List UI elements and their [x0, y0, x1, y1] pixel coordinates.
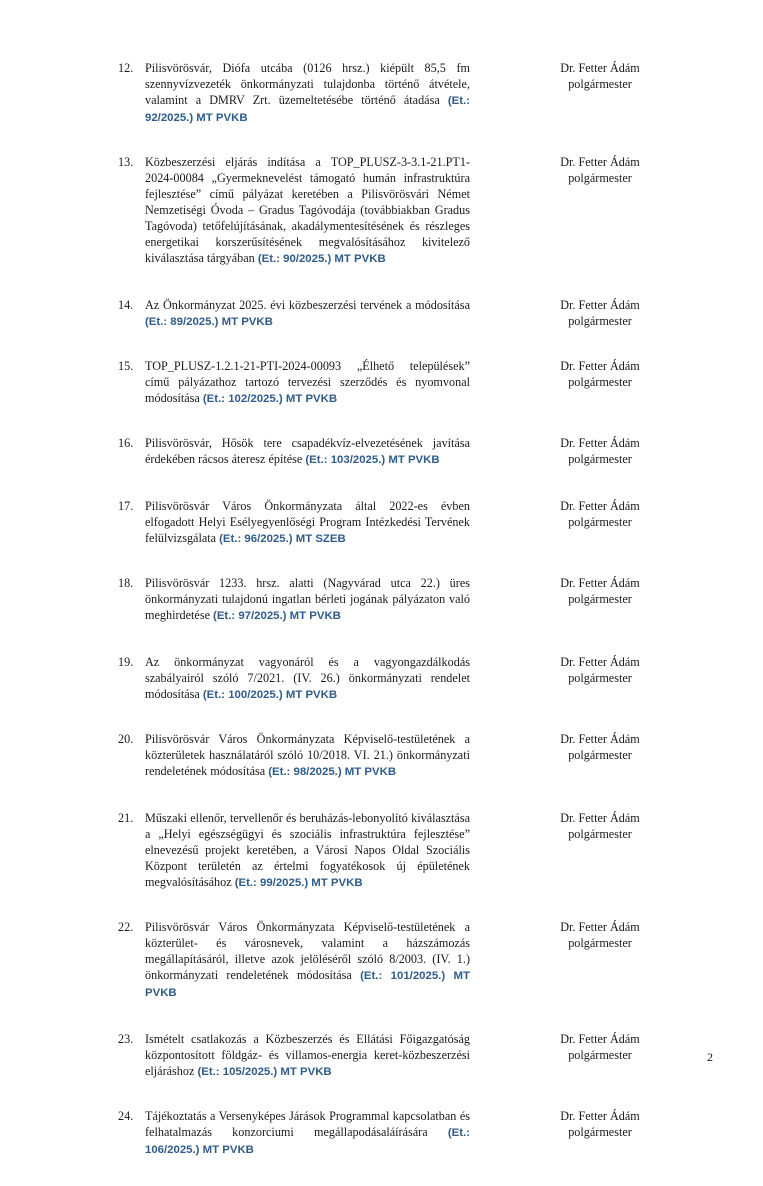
responsible-name: Dr. Fetter Ádám	[560, 1032, 640, 1046]
agenda-item-responsible	[530, 1031, 670, 1063]
responsible-role: polgármester	[568, 375, 632, 389]
agenda-item-body	[118, 1108, 470, 1158]
agenda-item	[118, 154, 678, 267]
agenda-item-title: Az önkormányzat vagyonáról és a vagyongazdálkodás szabályairól szóló 7/2021. (IV. 26.) önkormányzati rendelet módosítása	[145, 655, 470, 701]
agenda-item-body	[118, 654, 470, 703]
agenda-item-text	[145, 1108, 470, 1158]
agenda-item	[118, 435, 678, 468]
responsible-name: Dr. Fetter Ádám	[560, 576, 640, 590]
agenda-item	[118, 498, 678, 547]
agenda-item-number: 22.	[118, 920, 134, 934]
responsible-role: polgármester	[568, 592, 632, 606]
agenda-item-reference: (Et.: 101/2025.) MT PVKB	[145, 970, 470, 999]
agenda-list	[118, 60, 678, 1186]
agenda-item-title: Pilisvörösvár Város Önkormányzata Képviselő-testületének a közterület- és városnevek, valamint a házszámozás megállapításáról, illetve azok jelöléséről szóló 8/2003. (IV. 1.) önkormányzati rendeletének módosítása	[145, 920, 470, 982]
agenda-item-text	[145, 731, 470, 780]
responsible-name: Dr. Fetter Ádám	[560, 499, 640, 513]
agenda-item-title: Pilisvörösvár Város Önkormányzata által 2022-es évben elfogadott Helyi Esélyegyenlőségi Program Intézkedési Tervének felülvizsgálata	[145, 499, 470, 545]
agenda-item	[118, 60, 678, 126]
agenda-item-text	[145, 297, 470, 330]
agenda-item-text	[145, 919, 470, 1001]
responsible-role: polgármester	[568, 515, 632, 529]
agenda-item-number: 19.	[118, 655, 134, 669]
agenda-item-reference: (Et.: 90/2025.) MT PVKB	[257, 253, 386, 265]
agenda-item-responsible	[530, 435, 670, 467]
responsible-name: Dr. Fetter Ádám	[560, 811, 640, 825]
agenda-item-number: 24.	[118, 1109, 134, 1123]
agenda-item-number: 13.	[118, 155, 134, 169]
responsible-role: polgármester	[568, 77, 632, 91]
agenda-item-reference: (Et.: 102/2025.) MT PVKB	[202, 393, 338, 405]
responsible-role: polgármester	[568, 671, 632, 685]
agenda-item-number: 16.	[118, 436, 134, 450]
responsible-role: polgármester	[568, 452, 632, 466]
agenda-item-responsible	[530, 297, 670, 329]
agenda-item-responsible	[530, 731, 670, 763]
agenda-item-reference: (Et.: 92/2025.) MT PVKB	[145, 95, 470, 124]
responsible-name: Dr. Fetter Ádám	[560, 155, 640, 169]
agenda-item-responsible	[530, 810, 670, 842]
agenda-item-responsible	[530, 575, 670, 607]
agenda-item-text	[145, 1031, 470, 1080]
agenda-item-body	[118, 1031, 470, 1080]
agenda-item	[118, 654, 678, 703]
responsible-name: Dr. Fetter Ádám	[560, 436, 640, 450]
agenda-item-reference: (Et.: 103/2025.) MT PVKB	[305, 454, 440, 466]
agenda-item	[118, 575, 678, 624]
agenda-item-responsible	[530, 358, 670, 390]
page-number: 2	[707, 1050, 713, 1064]
responsible-name: Dr. Fetter Ádám	[560, 298, 640, 312]
agenda-item-body	[118, 575, 470, 624]
agenda-item-reference: (Et.: 105/2025.) MT PVKB	[197, 1066, 332, 1078]
agenda-item-number: 23.	[118, 1032, 134, 1046]
agenda-item-title: TOP_PLUSZ-1.2.1-21-PTI-2024-00093 „Élhető települések” című pályázathoz tartozó tervezési szerződés és nyomvonal módosítása	[145, 359, 470, 405]
agenda-item-reference: (Et.: 89/2025.) MT PVKB	[145, 316, 273, 328]
agenda-item-number: 17.	[118, 499, 134, 513]
agenda-item-title: Pilisvörösvár, Hősök tere csapadékvíz-elvezetésének javítása érdekében rácsos áteresz építése	[145, 436, 470, 466]
agenda-item-responsible	[530, 154, 670, 186]
responsible-role: polgármester	[568, 1048, 632, 1062]
responsible-role: polgármester	[568, 314, 632, 328]
agenda-item-responsible	[530, 60, 670, 92]
responsible-name: Dr. Fetter Ádám	[560, 655, 640, 669]
agenda-item-body	[118, 60, 470, 126]
agenda-item-title: Pilisvörösvár Város Önkormányzata Képviselő-testületének a közterületek használatáról szóló 10/2018. VI. 21.) önkormányzati rendeletének módosítása	[145, 732, 470, 778]
agenda-item-number: 12.	[118, 61, 134, 75]
agenda-item-reference: (Et.: 106/2025.) MT PVKB	[145, 1127, 470, 1156]
agenda-item-body	[118, 297, 470, 330]
responsible-role: polgármester	[568, 936, 632, 950]
agenda-item-title: Ismételt csatlakozás a Közbeszerzés és Ellátási Főigazgatóság központosított földgáz- és villamos-energia keret-közbeszerzési eljáráshoz	[145, 1032, 470, 1078]
agenda-item-text	[145, 435, 470, 468]
responsible-role: polgármester	[568, 1125, 632, 1139]
agenda-item-text	[145, 358, 470, 407]
agenda-item-number: 14.	[118, 298, 134, 312]
responsible-role: polgármester	[568, 748, 632, 762]
agenda-item	[118, 1108, 678, 1158]
agenda-item	[118, 358, 678, 407]
agenda-item	[118, 731, 678, 780]
agenda-item-title: Műszaki ellenőr, tervellenőr és beruházás-lebonyolító kiválasztása a „Helyi egészségügyi és szociális infrastruktúra fejlesztése” elnevezésű projekt keretében, a Városi Napos Oldal Szociális Központ területén az értelmi fogyatékosok új épületének megvalósításához	[145, 811, 470, 889]
responsible-name: Dr. Fetter Ádám	[560, 732, 640, 746]
agenda-item-responsible	[530, 919, 670, 951]
agenda-item-body	[118, 358, 470, 407]
agenda-item-reference: (Et.: 98/2025.) MT PVKB	[268, 766, 397, 778]
agenda-item-reference: (Et.: 100/2025.) MT PVKB	[202, 689, 338, 701]
agenda-item-responsible	[530, 498, 670, 530]
agenda-item-body	[118, 810, 470, 891]
responsible-name: Dr. Fetter Ádám	[560, 920, 640, 934]
agenda-item-title: Az Önkormányzat 2025. évi közbeszerzési tervének a módosítása	[145, 298, 470, 312]
agenda-item-text	[145, 810, 470, 891]
agenda-item	[118, 919, 678, 1001]
agenda-item-reference: (Et.: 96/2025.) MT SZEB	[219, 533, 346, 545]
agenda-item-responsible	[530, 1108, 670, 1140]
agenda-item	[118, 1031, 678, 1080]
agenda-item-title: Közbeszerzési eljárás indítása a TOP_PLUSZ-3-3.1-21.PT1-2024-00084 „Gyermeknevelést támogató humán infrastruktúra fejlesztése” című pályázat keretében a Pilisvörösvári Német Nemzetiségi Óvoda – Gradus Tagóvodája (továbbiakban Gradus Tagóvoda) tetőfelújításának, akadálymentesítésének és részleges energetikai korszerűsítésének megvalósításához kivitelező kiválasztása tárgyában	[145, 155, 470, 265]
agenda-item-body	[118, 731, 470, 780]
responsible-name: Dr. Fetter Ádám	[560, 1109, 640, 1123]
agenda-item-title: Tájékoztatás a Versenyképes Járások Programmal kapcsolatban és felhatalmazás konzorciumi megállapodásaláírására	[145, 1109, 470, 1139]
agenda-item-title: Pilisvörösvár, Diófa utcába (0126 hrsz.) kiépült 85,5 fm szennyvízvezeték önkormányzati tulajdonba történő átvétele, valamint a DMRV Zrt. üzemeltetésébe történő átadása	[145, 61, 470, 107]
agenda-item-text	[145, 575, 470, 624]
agenda-item-reference: (Et.: 99/2025.) MT PVKB	[234, 877, 363, 889]
agenda-item-text	[145, 654, 470, 703]
agenda-item-body	[118, 435, 470, 468]
agenda-item-reference: (Et.: 97/2025.) MT PVKB	[213, 610, 341, 622]
agenda-item-number: 20.	[118, 732, 134, 746]
agenda-item-responsible	[530, 654, 670, 686]
agenda-item-body	[118, 498, 470, 547]
agenda-item	[118, 297, 678, 330]
agenda-item	[118, 810, 678, 891]
agenda-item-body	[118, 919, 470, 1001]
responsible-name: Dr. Fetter Ádám	[560, 359, 640, 373]
agenda-item-text	[145, 154, 470, 267]
agenda-item-number: 15.	[118, 359, 134, 373]
agenda-item-text	[145, 60, 470, 126]
agenda-item-title: Pilisvörösvár 1233. hrsz. alatti (Nagyvárad utca 22.) üres önkormányzati tulajdonú ingatlan bérleti jogának pályázaton való meghirdetése	[145, 576, 470, 622]
agenda-item-text	[145, 498, 470, 547]
agenda-item-number: 18.	[118, 576, 134, 590]
agenda-item-number: 21.	[118, 811, 134, 825]
agenda-item-body	[118, 154, 470, 267]
responsible-role: polgármester	[568, 171, 632, 185]
responsible-role: polgármester	[568, 827, 632, 841]
responsible-name: Dr. Fetter Ádám	[560, 61, 640, 75]
